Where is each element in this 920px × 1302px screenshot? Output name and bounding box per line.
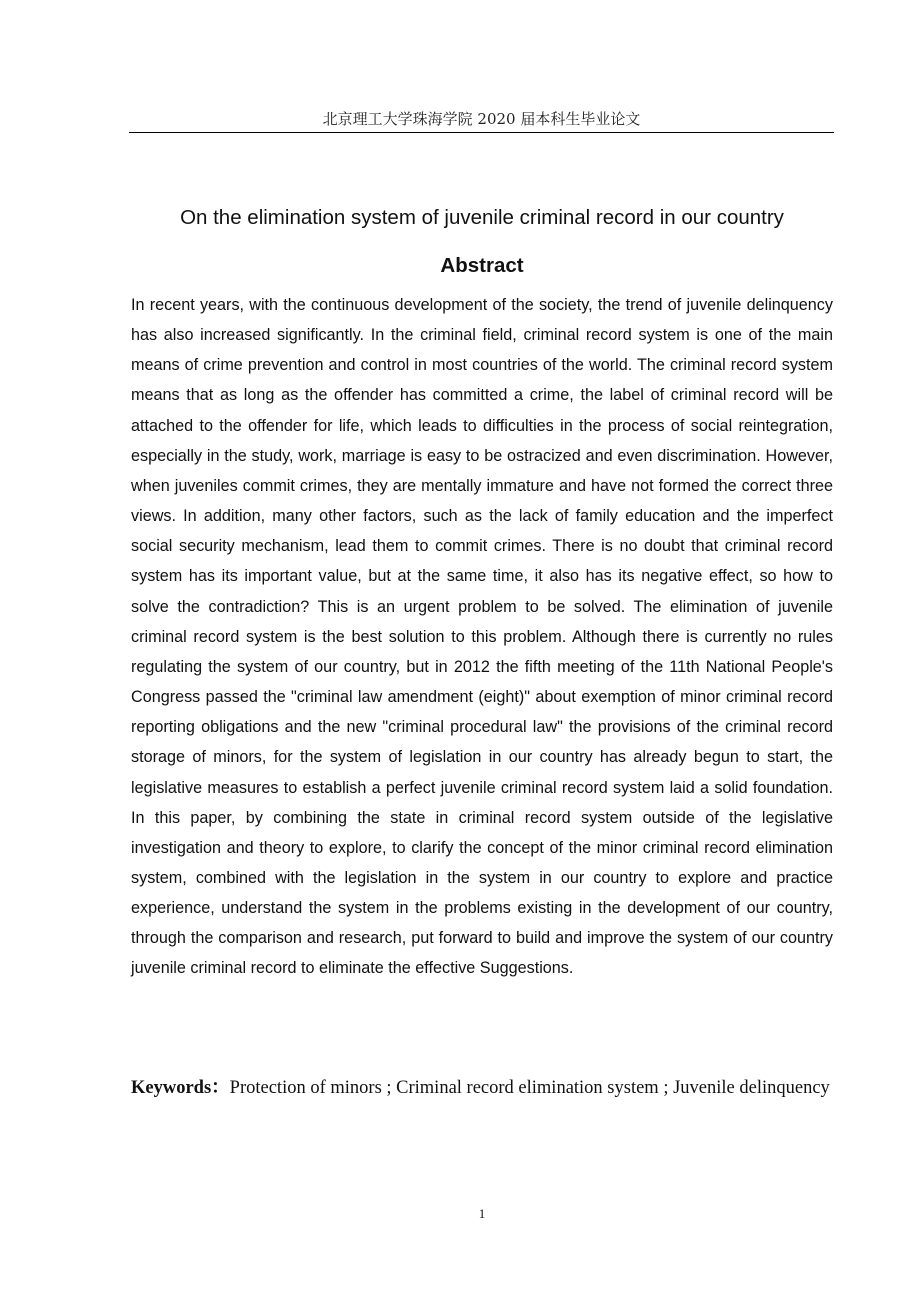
paper-title: On the elimination system of juvenile criminal record in our country (180, 206, 784, 229)
abstract-body: In recent years, with the continuous development of the society, the trend of juvenile delinquency has also increased significantly. In the criminal field, criminal record system is one of the main means of crime prevention and control in most countries of the world. The criminal record system means that as long as the offender has committed a crime, the label of criminal record will be attached to the offender for life, which leads to difficulties in the process of social reintegration, especially in the study, work, marriage is easy to be ostracized and even discrimination. However, when juveniles commit crimes, they are mentally immature and have not formed the correct three views. In addition, many other factors, such as the lack of family education and the imperfect social security mechanism, lead them to commit crimes. There is no doubt that criminal record system has its important value, but at the same time, it also has its negative effect, so how to solve the contradiction? This is an urgent problem to be solved. The elimination of juvenile criminal record system is the best solution to this problem. Although there is currently no rules regulating the system of our country, but in 2012 the fifth meeting of the 11th National People's Congress passed the "criminal law amendment (eight)" about exemption of minor criminal record reporting obligations and the new "criminal procedural law" the provisions of the criminal record storage of minors, for the system of legislation in our country has already begun to start, the legislative measures to establish a perfect juvenile criminal record system laid a solid foundation. In this paper, by combining the state in criminal record system outside of the legislative investigation and theory to explore, to clarify the concept of the minor criminal record elimination system, combined with the legislation in the system in our country to explore and practice experience, understand the system in the problems existing in the development of our country, through the comparison and research, put forward to build and improve the system of our country juvenile criminal record to eliminate the effective Suggestions. (131, 296, 833, 978)
keywords-text: Protection of minors ; Criminal record elimination system ; Juvenile delinquency (229, 1078, 830, 1098)
keywords-line (131, 1074, 841, 1102)
keywords-label: Keywords： (131, 1078, 230, 1098)
running-header: 北京理工大学珠海学院 2020 届本科生毕业论文 (129, 109, 834, 133)
page-number: 1 (478, 1206, 486, 1221)
abstract-heading: Abstract (440, 254, 524, 277)
